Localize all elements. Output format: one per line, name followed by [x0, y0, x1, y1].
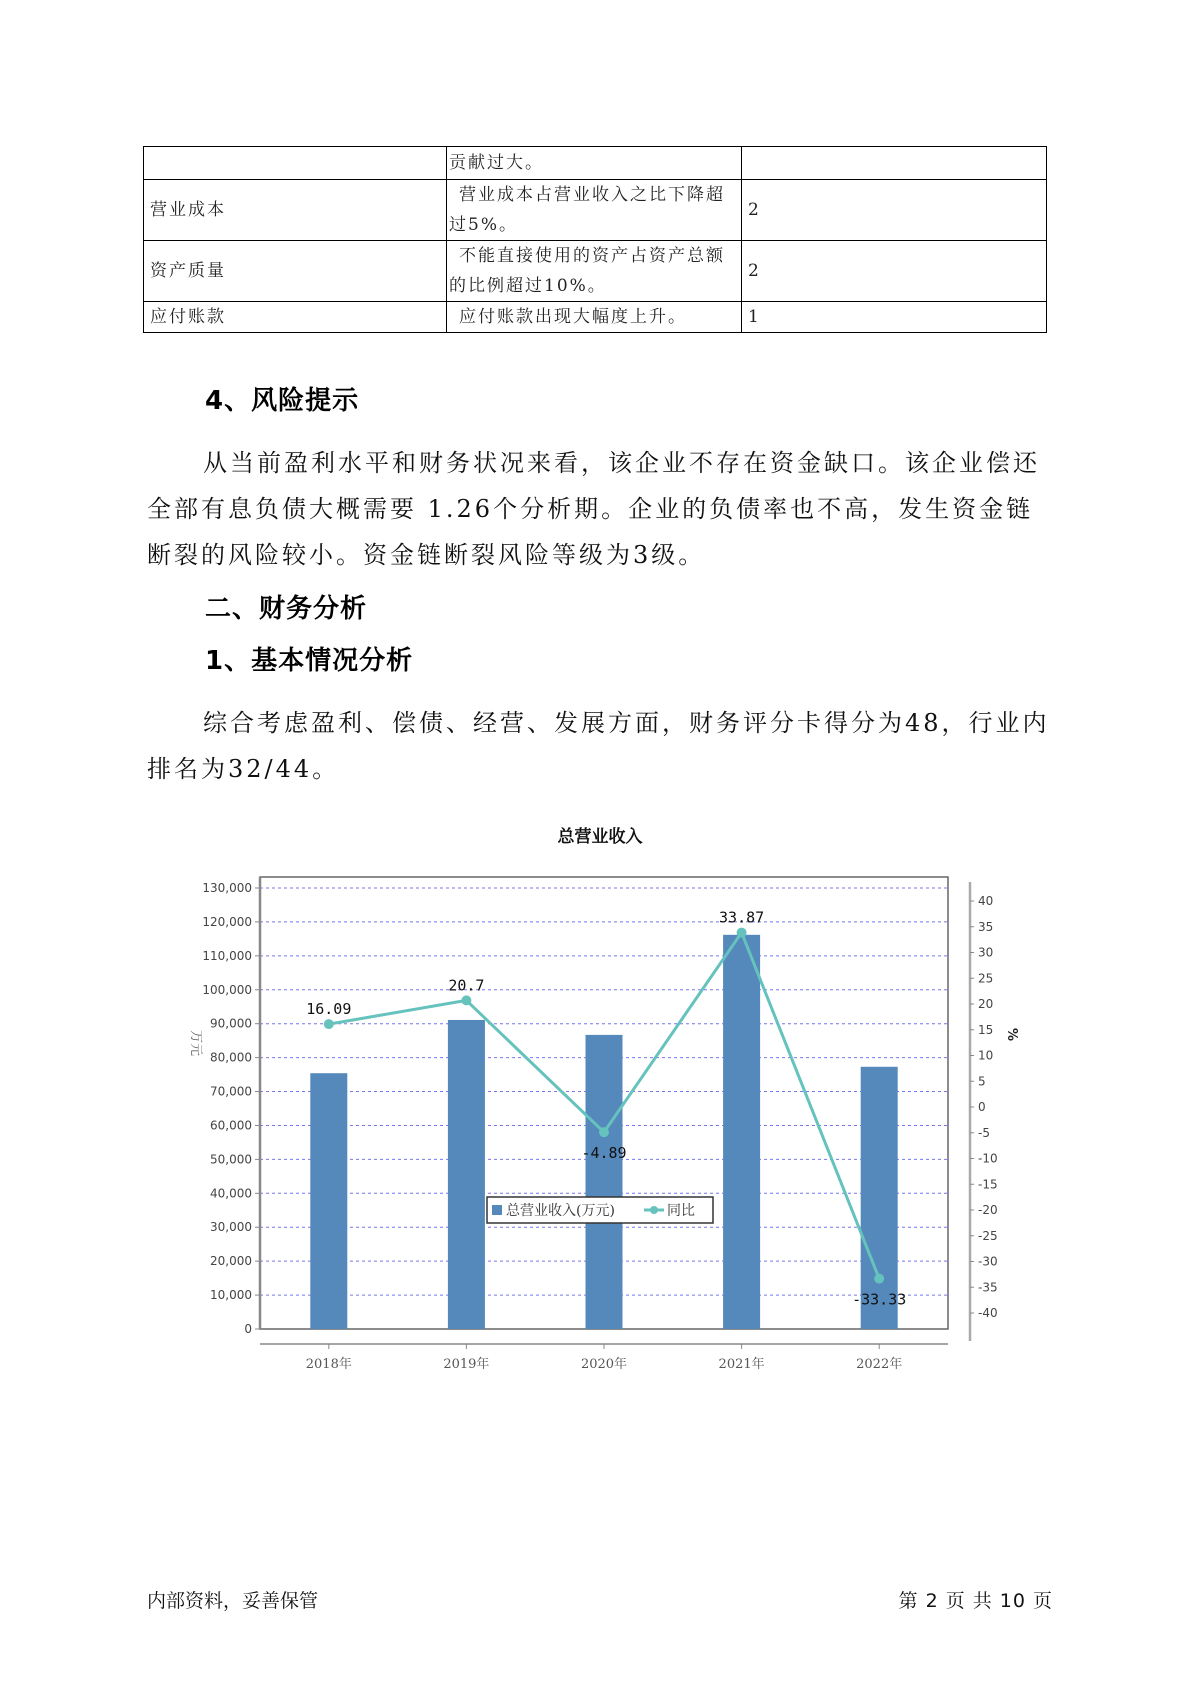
- y2-tick-label: 5: [978, 1074, 986, 1089]
- y2-tick-label: -30: [978, 1254, 998, 1269]
- table-cell-desc: [447, 302, 742, 333]
- y-axis-left: [202, 877, 260, 1336]
- legend-bar-swatch: [492, 1205, 502, 1215]
- y2-tick-label: 10: [978, 1048, 994, 1063]
- y-tick-label: 40,000: [210, 1186, 252, 1201]
- desc-line: 过5%。: [449, 215, 518, 235]
- y-axis-right: [970, 882, 998, 1341]
- x-axis: [260, 1344, 948, 1372]
- table-row: [144, 147, 1047, 180]
- desc-line: 贡献过大。: [449, 153, 544, 173]
- table-cell-desc: [447, 241, 742, 302]
- bar-2021年: [723, 935, 760, 1329]
- bar-2020年: [586, 1035, 623, 1329]
- desc-line: 不能直接使用的资产占资产总额: [459, 246, 725, 266]
- y-tick-label: 50,000: [210, 1152, 252, 1167]
- table-row: [144, 180, 1047, 241]
- table-cell-score: 2: [742, 241, 1047, 302]
- footer-left: 内部资料，妥善保管: [147, 1590, 319, 1612]
- y-tick-label: 60,000: [210, 1118, 252, 1133]
- y-tick-label: 70,000: [210, 1084, 252, 1099]
- table-row: [144, 302, 1047, 333]
- y-tick-label: 0: [244, 1322, 252, 1336]
- y2-tick-label: 30: [978, 945, 994, 960]
- y-tick-label: 10,000: [210, 1288, 252, 1303]
- y-tick-label: 20,000: [210, 1254, 252, 1269]
- y-tick-label: 130,000: [202, 881, 252, 895]
- x-tick-label: 2020年: [580, 1357, 628, 1372]
- bar-2019年: [448, 1020, 485, 1329]
- y2-tick-label: -5: [978, 1125, 990, 1140]
- yoy-data-label: -4.89: [581, 1144, 627, 1163]
- indicator-table: [143, 146, 1047, 333]
- chart-title: 总营业收入: [557, 827, 643, 847]
- y2-tick-label: 35: [978, 919, 994, 934]
- heading-basic: 1、基本情况分析: [205, 646, 414, 676]
- paragraph-risk-text: 从当前盈利水平和财务状况来看，该企业不存在资金缺口。该企业偿还全部有息负债大概需要 1.26个分析期。企业的负债率也不高，发生资金链断裂的风险较小。资金链断裂风险等级为3级。: [147, 449, 1040, 569]
- y-tick-label: 90,000: [210, 1016, 252, 1031]
- table-row: [144, 241, 1047, 302]
- y2-tick-label: 15: [978, 1022, 994, 1037]
- y2-tick-label: -35: [978, 1280, 998, 1295]
- yoy-data-label: 33.87: [719, 908, 765, 927]
- y-tick-label: 80,000: [210, 1050, 252, 1065]
- yoy-data-label: 20.7: [448, 976, 485, 995]
- revenue-chart: [170, 810, 1050, 1372]
- legend-label-revenue: 总营业收入(万元): [506, 1203, 615, 1219]
- legend-label-yoy: 同比: [667, 1203, 695, 1219]
- paragraph-basic: [147, 700, 1059, 792]
- yoy-data-label: -33.33: [852, 1290, 907, 1309]
- y-tick-label: 120,000: [202, 914, 252, 929]
- yoy-point: [461, 995, 471, 1005]
- yoy-point: [599, 1127, 609, 1137]
- y-tick-label: 30,000: [210, 1220, 252, 1235]
- legend: [487, 1197, 713, 1223]
- y-axis-label: 万元: [188, 1030, 203, 1057]
- y-tick-label: 110,000: [202, 948, 252, 963]
- y2-tick-label: 40: [978, 894, 994, 908]
- table-cell-desc: [447, 147, 742, 180]
- footer-page-number: 第 2 页 共 10 页: [898, 1590, 1053, 1612]
- desc-line: 的比例超过10%。: [449, 276, 607, 296]
- table-cell-item: 应付账款: [144, 302, 447, 333]
- desc-line: 应付账款出现大幅度上升。: [459, 307, 687, 327]
- desc-line: 营业成本占营业收入之比下降超: [459, 185, 725, 205]
- table-cell-item: 资产质量: [144, 241, 447, 302]
- x-tick-label: 2019年: [443, 1357, 490, 1372]
- yoy-point: [324, 1019, 334, 1029]
- heading-finance: 二、财务分析: [205, 594, 368, 624]
- x-tick-label: 2022年: [856, 1357, 903, 1372]
- heading-risk: 4、风险提示: [205, 386, 360, 416]
- y2-axis-label: %: [1004, 1028, 1019, 1042]
- legend-line-marker: [650, 1206, 658, 1214]
- table-cell-item: [144, 147, 447, 180]
- y2-tick-label: -10: [978, 1151, 998, 1166]
- y-tick-label: 100,000: [202, 982, 252, 997]
- paragraph-basic-text: 综合考虑盈利、偿债、经营、发展方面，财务评分卡得分为48，行业内排名为32/44。: [147, 709, 1050, 783]
- yoy-data-label: 16.09: [306, 1000, 352, 1019]
- yoy-point: [737, 928, 747, 938]
- table-cell-desc: [447, 180, 742, 241]
- y2-tick-label: -20: [978, 1203, 998, 1217]
- y2-tick-label: -25: [978, 1228, 998, 1243]
- y2-tick-label: 25: [978, 971, 994, 986]
- y2-tick-label: 20: [978, 997, 994, 1011]
- y2-tick-label: 0: [978, 1100, 986, 1114]
- x-tick-label: 2018年: [305, 1357, 352, 1372]
- table-cell-score: 2: [742, 180, 1047, 241]
- x-tick-label: 2021年: [718, 1357, 765, 1372]
- y2-tick-label: -40: [978, 1306, 998, 1320]
- paragraph-risk: [147, 440, 1059, 578]
- yoy-point: [874, 1274, 884, 1284]
- table-cell-score: 1: [742, 302, 1047, 333]
- table-cell-score: [742, 147, 1047, 180]
- table-cell-item: 营业成本: [144, 180, 447, 241]
- y2-tick-label: -15: [978, 1177, 998, 1192]
- bar-2018年: [310, 1073, 347, 1329]
